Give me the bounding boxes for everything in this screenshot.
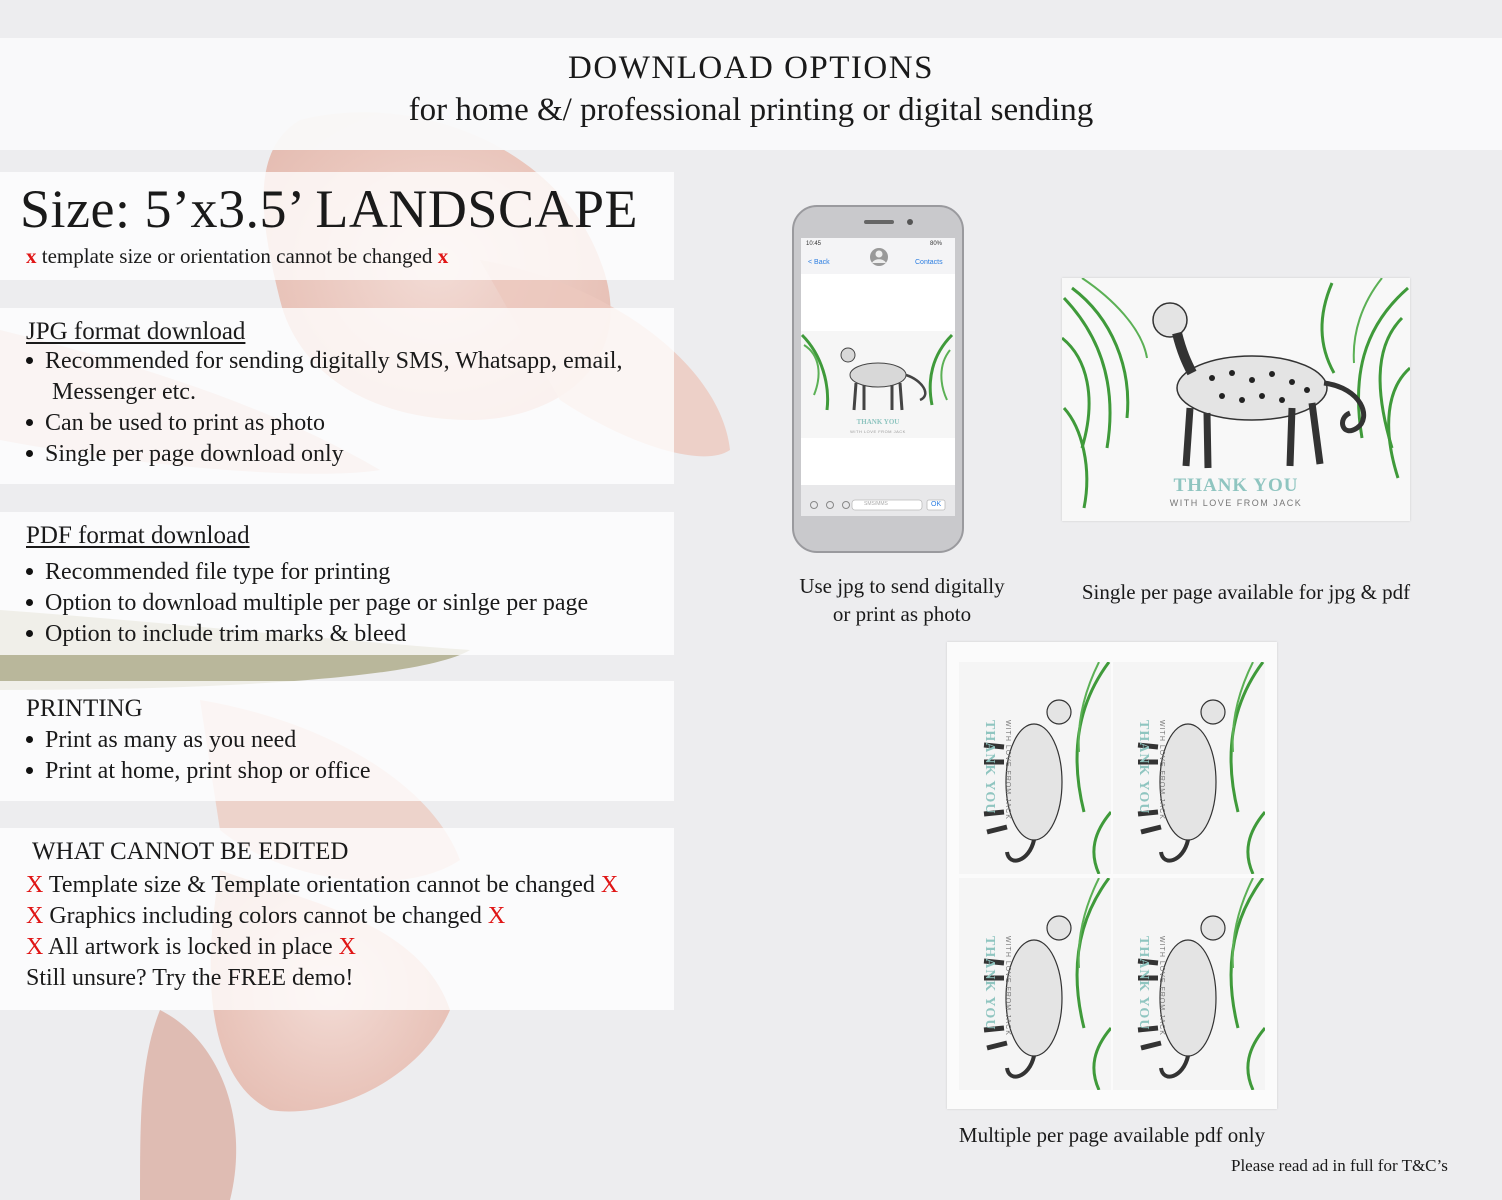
card-thank-you: THANK YOU bbox=[1173, 475, 1299, 496]
list-item: Can be used to print as photo bbox=[26, 410, 325, 437]
list-item: Option to download multiple per page or sinlge per page bbox=[26, 590, 588, 617]
phone-battery: 80% bbox=[930, 241, 943, 247]
bullet-icon bbox=[26, 568, 33, 575]
footer-note: Please read ad in full for T&C’s bbox=[1231, 1156, 1448, 1175]
pdf-title: PDF format download bbox=[26, 522, 250, 549]
list-item-continuation: Messenger etc. bbox=[52, 379, 196, 405]
header-title: DOWNLOAD OPTIONS bbox=[568, 50, 934, 86]
bullet-icon bbox=[26, 599, 33, 606]
size-note-text: template size or orientation cannot be changed bbox=[41, 244, 433, 268]
single-card-preview bbox=[1062, 278, 1410, 521]
phone-thank-you: THANK YOU bbox=[856, 418, 900, 426]
restriction-item: X Template size & Template orientation cannot be changed X bbox=[26, 872, 619, 898]
demo-note: Still unsure? Try the FREE demo! bbox=[26, 965, 354, 991]
x-mark-icon: x bbox=[26, 244, 37, 268]
restriction-item: X Graphics including colors cannot be changed X bbox=[26, 903, 506, 929]
list-item: Option to include trim marks & bleed bbox=[26, 621, 406, 648]
x-mark-icon: X bbox=[600, 872, 619, 898]
mini-card: THANK YOU WITH LOVE FROM JACK bbox=[1113, 878, 1265, 1090]
x-mark-icon: X bbox=[26, 872, 44, 898]
list-item: Print at home, print shop or office bbox=[26, 758, 371, 785]
bullet-icon bbox=[26, 630, 33, 637]
x-mark-icon: X bbox=[26, 903, 44, 929]
single-caption: Single per page available for jpg & pdf bbox=[1081, 580, 1411, 604]
size-note bbox=[26, 244, 448, 269]
mini-card: THANK YOU WITH LOVE FROM JACK bbox=[959, 878, 1111, 1090]
multi-page-sheet-preview bbox=[947, 642, 1277, 1109]
header-banner bbox=[0, 38, 1502, 150]
bullet-icon bbox=[26, 450, 33, 457]
phone-mockup bbox=[792, 205, 964, 553]
list-item: Single per page download only bbox=[26, 441, 344, 468]
bullet-icon bbox=[26, 736, 33, 743]
mini-card: THANK YOU WITH LOVE FROM JACK bbox=[959, 662, 1111, 874]
jpg-title: JPG format download bbox=[26, 318, 246, 345]
list-item: Recommended file type for printing bbox=[26, 559, 390, 586]
x-mark-icon: X bbox=[487, 903, 506, 929]
jpg-panel bbox=[0, 308, 674, 484]
phone-back-button: < Back bbox=[808, 259, 830, 266]
cannot-edit-title: WHAT CANNOT BE EDITED bbox=[32, 838, 349, 865]
bullet-icon bbox=[26, 357, 33, 364]
bullet-icon bbox=[26, 767, 33, 774]
x-mark-icon: X bbox=[338, 934, 356, 960]
phone-from: WITH LOVE FROM JACK bbox=[850, 429, 906, 434]
bullet-icon bbox=[26, 419, 33, 426]
phone-message-input: SMS/MMS bbox=[864, 501, 888, 507]
multiple-caption: Multiple per page available pdf only bbox=[958, 1123, 1266, 1147]
restriction-item: X All artwork is locked in place X bbox=[26, 934, 356, 960]
list-item: Print as many as you need bbox=[26, 727, 296, 754]
cannot-edit-panel bbox=[0, 828, 674, 1010]
phone-caption-line1: Use jpg to send digitally bbox=[799, 574, 1005, 598]
phone-time: 10:45 bbox=[806, 241, 822, 247]
list-item: Recommended for sending digitally SMS, Whatsapp, email, bbox=[26, 348, 622, 375]
phone-caption-line2: or print as photo bbox=[832, 602, 972, 626]
phone-contacts-button: Contacts bbox=[915, 259, 943, 266]
printing-panel bbox=[0, 681, 674, 801]
x-mark-icon: X bbox=[26, 934, 44, 960]
size-title: Size: 5’x3.5’ LANDSCAPE bbox=[20, 179, 638, 239]
header-subtitle: for home &/ professional printing or digital sending bbox=[408, 92, 1094, 128]
card-from: WITH LOVE FROM JACK bbox=[1169, 498, 1303, 508]
size-panel bbox=[0, 172, 674, 280]
x-mark-icon: x bbox=[437, 244, 449, 268]
phone-ok-button: OK bbox=[931, 501, 942, 508]
mini-card: THANK YOU WITH LOVE FROM JACK bbox=[1113, 662, 1265, 874]
pdf-panel bbox=[0, 512, 674, 655]
printing-title: PRINTING bbox=[26, 695, 143, 722]
